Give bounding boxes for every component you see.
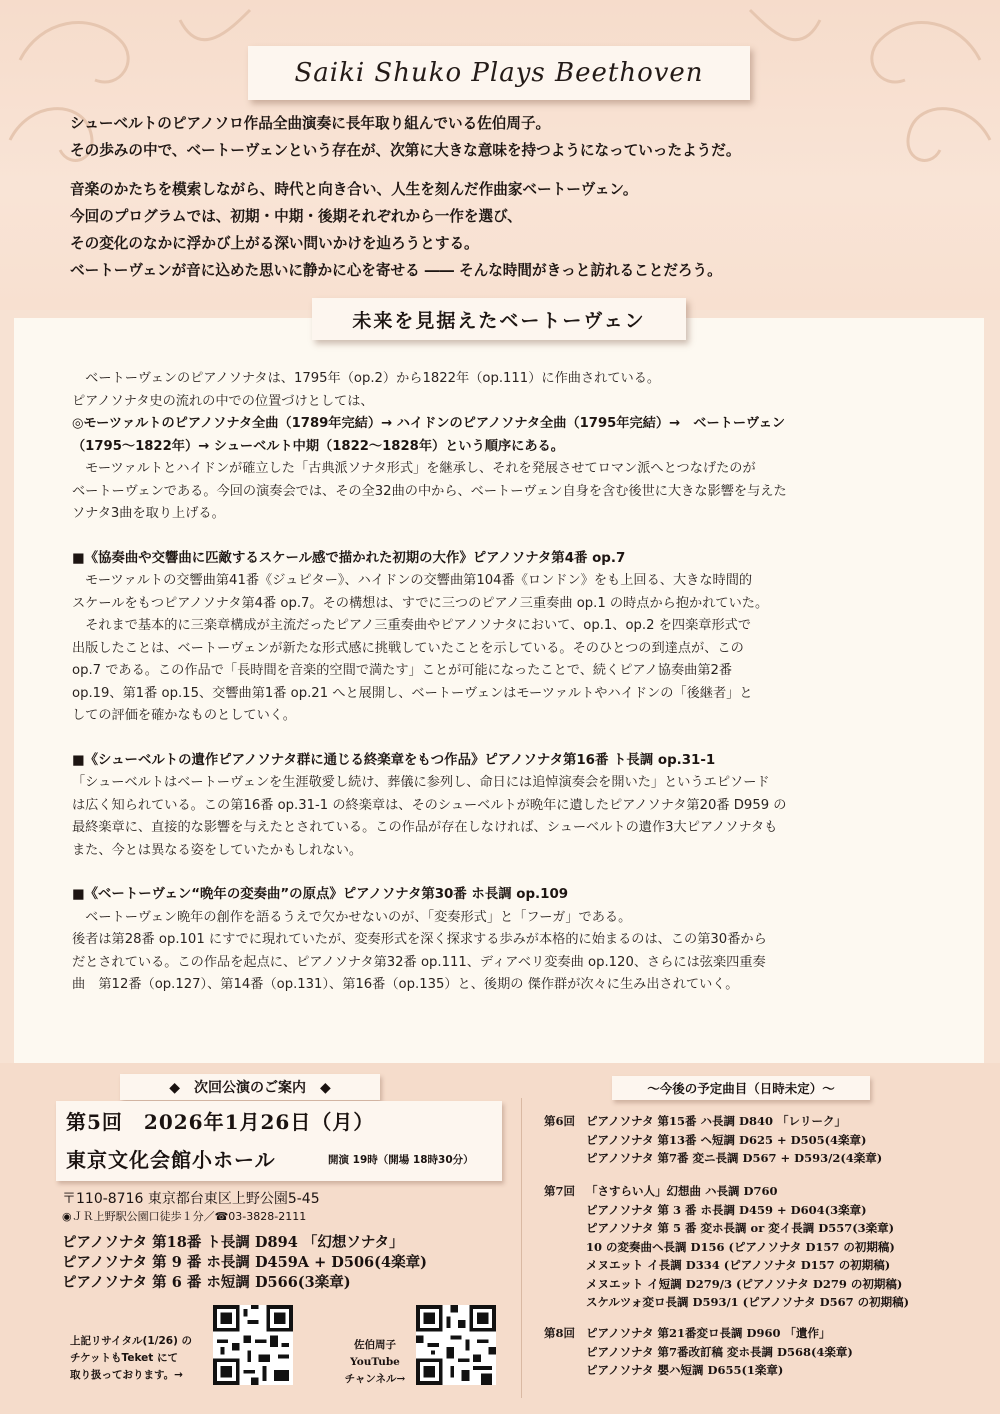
future-item: ピアノソナタ 第7番 変ニ長調 D567 + D593/2(4楽章) [586,1151,883,1165]
article-line: ベートーヴェンである。今回の演奏会では、その全32曲の中から、ベートーヴェン自身を含む後世に大きな影響を与えた [72,483,787,499]
program-item: ピアノソナタ 第 6 番 ホ短調 D566(3楽章) [62,1274,351,1291]
future-item: ピアノソナタ 第21番変ロ長調 D960 「遺作」 [586,1326,831,1340]
future-item: ピアノソナタ 第7番改訂稿 変ホ長調 D568(4楽章) [586,1344,853,1359]
article-heading: ■《協奏曲や交響曲に匹敵するスケール感で描かれた初期の大作》ピアノソナタ第4番 op.7 [72,550,626,566]
article-body [72,368,942,997]
article-line: ベートーヴェンのピアノソナタは、1795年（op.2）から1822年（op.111）に作曲されている。 [72,371,661,386]
ticket-note-line: チケットもTeket にて [70,1352,178,1364]
article-line: モーツァルトの交響曲第41番《ジュピター》、ハイドンの交響曲第104番《ロンドン》をも上回る、大きな時間的 [72,573,753,588]
future-program-label: 〜今後の予定曲目（日時未定）〜 [612,1076,870,1100]
section-title: 未来を見据えたベートーヴェン [312,298,686,340]
youtube-note-line: 佐伯周子 [354,1339,396,1351]
ticket-note [70,1333,200,1384]
article-line: しての評価を確かなものとしていく。 [72,708,296,723]
intro-line: その歩みの中で、ベートーヴェンという存在が、次第に大きな意味を持つようになっていったようだ。 [70,142,741,159]
article-line: 「シューベルトはベートーヴェンを生涯敬愛し続け、葬儀に参列し、命日には追悼演奏会を開いた」というエピソード [72,775,770,790]
future-group [544,1112,882,1168]
future-item: スケルツォ変ロ長調 D593/1 (ピアノソナタ D567 の初期稿) [586,1295,910,1309]
intro-line: 音楽のかたちを模索しながら、時代と向き合い、人生を刻んだ作曲家ベートーヴェン。 [70,181,638,198]
article-line: 最終楽章に、直接的な影響を与えたとされている。この作品が存在しなければ、シューベルトの遺作3大ピアノソナタも [72,820,778,835]
concert-time: 開演 19時（開場 18時30分） [328,1154,474,1166]
ticket-note-line: 上記リサイタル(1/26) の [70,1335,193,1347]
concert-date: 第5回 2026年1月26日（月） [66,1110,375,1134]
article-heading: ■《ベートーヴェン“晩年の変奏曲”の原点》ピアノソナタ第30番 ホ長調 op.109 [72,887,569,902]
article-line: また、今とは異なる姿をしていたかもしれない。 [72,842,363,858]
article-line: 出版したことは、ベートーヴェンが新たな形式感に挑戦していたことを示している。そのひとつの到達点が、この [72,640,744,656]
article-heading: ■《シューベルトの遺作ピアノソナタ群に通じる終楽章をもつ作品》ピアノソナタ第16番 ト長調 op.31-1 [72,752,716,768]
venue-address: 〒110-8716 東京都台東区上野公園5-45 [62,1191,320,1207]
intro-line: シューベルトのピアノソロ作品全曲演奏に長年取り組んでいる佐伯周子。 [70,115,551,132]
qr-code-youtube-icon[interactable] [416,1305,496,1385]
future-item: ピアノソナタ 第 3 番 ホ長調 D459 + D604(3楽章) [586,1202,867,1217]
future-group [544,1182,909,1312]
article-line: （1795〜1822年）→ シューベルト中期（1822〜1828年）という順序にある。 [72,438,564,454]
article-line: ソナタ3曲を取り上げる。 [72,506,225,521]
article-line: スケールをもつピアノソナタ第4番 op.7。その構想は、すでに三つのピアノ三重奏曲 op.1 の時点から抱かれていた。 [72,595,769,611]
future-item: 「さすらい人」幻想曲 ハ長調 D760 [586,1184,778,1198]
page-title: Saiki Shuko Plays Beethoven [248,46,750,100]
article-line: op.19、第1番 op.15、交響曲第1番 op.21 へと展開し、ベートーヴェンはモーツァルトやハイドンの「後継者」と [72,685,753,701]
youtube-note-line: YouTube [350,1356,400,1368]
article-line: ◎モーツァルトのピアノソナタ全曲（1789年完結）→ ハイドンのピアノソナタ全曲（1795年完結）→ ベートーヴェン [72,416,786,431]
footer-divider [521,1098,522,1398]
future-item: メヌエット イ短調 D279/3 (ピアノソナタ D279 の初期稿) [586,1276,903,1291]
future-group [544,1324,853,1380]
ticket-note-line: 取り扱っております。→ [70,1369,183,1381]
youtube-note [335,1337,415,1388]
future-group-number: 第8回 [544,1326,576,1340]
program-item: ピアノソナタ 第 9 番 ホ長調 D459A + D506(4楽章) [62,1254,427,1271]
intro-line: ベートーヴェンが音に込めた思いに静かに心を寄せる ―― そんな時間がきっと訪れることだろう。 [70,262,722,279]
future-group-number: 第6回 [544,1114,576,1128]
article-line: op.7 である。この作品で「長時間を音楽的空間で満たす」ことが可能になったことで、続くピアノ協奏曲第2番 [72,663,733,678]
next-concert-label: ◆ 次回公演のご案内 ◆ [120,1074,380,1100]
future-item: ピアノソナタ 嬰ハ短調 D655(1楽章) [586,1363,784,1377]
intro-line: その変化のなかに浮かび上がる深い問いかけを辿ろうとする。 [70,235,479,252]
qr-code-ticket-icon[interactable] [213,1305,293,1385]
program-item: ピアノソナタ 第18番 ト長調 D894 「幻想ソナタ」 [62,1234,404,1251]
article-line: は広く知られている。この第16番 op.31-1 の終楽章は、そのシューベルトが晩年に遺したピアノソナタ第20番 D959 の [72,797,787,813]
future-item: メヌエット イ長調 D334 (ピアノソナタ D157 の初期稿) [586,1258,891,1272]
intro-line: 今回のプログラムでは、初期・中期・後期それぞれから一作を選び、 [70,208,522,225]
intro-text [70,110,950,284]
future-item: ピアノソナタ 第13番 ヘ短調 D625 + D505(4楽章) [586,1132,867,1147]
article-line: それまで基本的に三楽章構成が主流だったピアノ三重奏曲やピアノソナタにおいて、op.1、op.2 を四楽章形式で [72,618,752,633]
venue-access: ◉ＪＲ上野駅公園口徒歩１分／☎03-3828-2111 [62,1210,307,1223]
future-item: ピアノソナタ 第 5 番 変ホ長調 or 変イ長調 D557(3楽章) [586,1221,895,1235]
future-group-number: 第7回 [544,1184,576,1198]
article-line: 後者は第28番 op.101 にすでに現れていたが、変奏形式を深く探求する歩みが本格的に始まるのは、この第30番から [72,932,767,947]
article-line: ピアノソナタ史の流れの中での位置づけとしては、 [72,393,374,409]
future-item: 10 の変奏曲ヘ長調 D156 (ピアノソナタ D157 の初期稿) [586,1239,895,1254]
article-line: だとされている。この作品を起点に、ピアノソナタ第32番 op.111、ディアベリ変奏曲 op.120、さらには弦楽四重奏 [72,954,766,970]
concert-program [62,1233,427,1293]
future-item: ピアノソナタ 第15番 ハ長調 D840 「レリーク」 [586,1114,846,1128]
concert-venue: 東京文化会館小ホール [66,1148,276,1172]
youtube-note-line: チャンネル→ [344,1373,406,1385]
article-line: 曲 第12番（op.127）、第14番（op.131）、第16番（op.135）と、後期の 傑作群が次々に生み出されていく。 [72,977,739,992]
article-line: ベートーヴェン晩年の創作を語るうえで欠かせないのが、「変奏形式」と「フーガ」である。 [72,909,632,925]
article-line: モーツァルトとハイドンが確立した「古典派ソナタ形式」を継承し、それを発展させてロマン派へとつなげたのが [72,461,756,476]
